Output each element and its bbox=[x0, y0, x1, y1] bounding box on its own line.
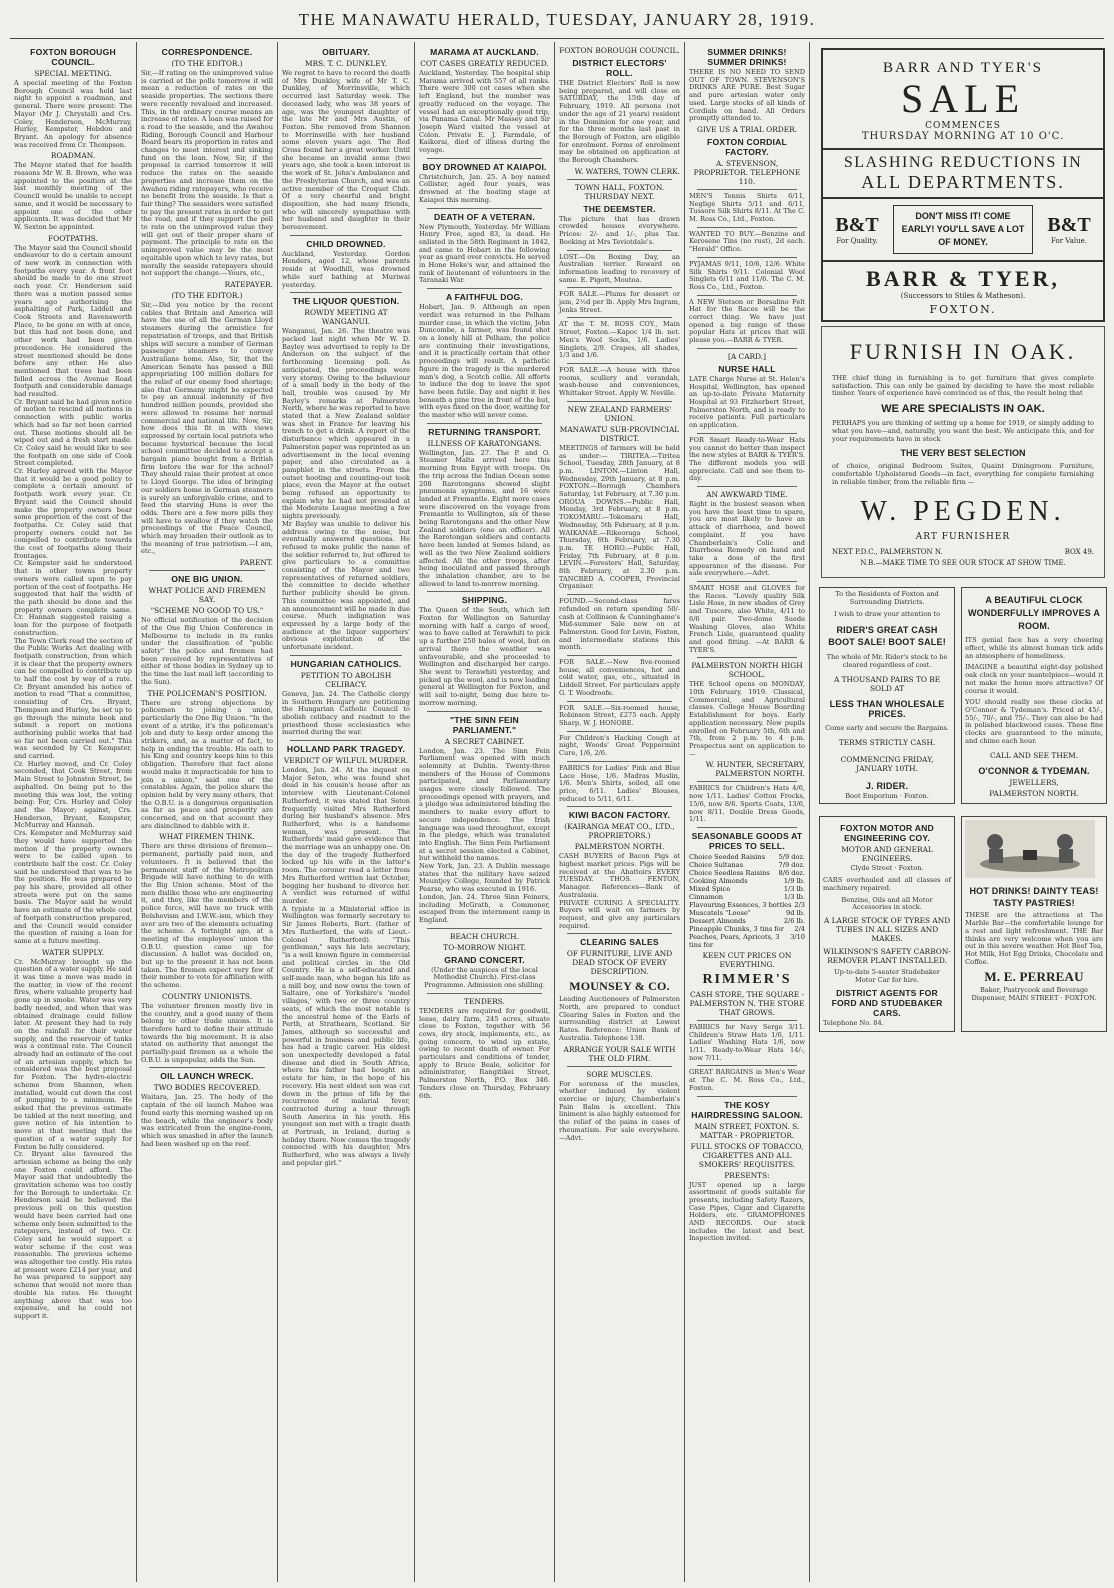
price-value: 2/4 bbox=[794, 924, 805, 933]
divider bbox=[567, 655, 672, 656]
article-text: Mr Bayley was unable to deliver his address owing to the noise, but eventually answered questions. He refused to make public the name of the soldier referred to, but offered to give particulars to a committee consisting of the Mayor and two representatives of returned soldiers, the committee to decide whether further publicity should be given. This committee was appointed, and an announcement will be made in due course. Much indignation was expressed by a large body of the audience at the liquor supporters' obvious exploitation of the unfortunate incident. bbox=[282, 519, 410, 652]
price-value: 2/6 lb. bbox=[783, 916, 805, 925]
ad-text: IMAGINE a beautiful eight-day polished oak clock on your mantelpiece—would it not make the home more attractive? Of course it would. bbox=[965, 663, 1103, 695]
classified-ad: FOR Smart Ready-to-Wear Hats you cannot do better than inspect the new styles at BARR & TYER'S. The different models you will appreciate. Call and see them to-day. bbox=[689, 435, 805, 483]
classified-ad: LATE Charge Nurse at St. Helen's Hospital, Wellington, has opened an up-to-date Private Maternity Hospital at 93 Fitzherbert Street, Palmerston North, and is ready to receive patients. Full particulars on application. bbox=[689, 374, 805, 430]
divider bbox=[567, 933, 672, 934]
subheading: FULL STOCKS OF TOBACCO, CIGARETTES AND ALL SMOKERS' REQUISITES. bbox=[690, 1141, 804, 1169]
article-text: London, Jan. 24. At the inquest on Major Seton, who was found shot dead in his cousin's house after an interview with Lieutenant-Colonel Rutherford, it was stated that Seton frequently visited Mrs Rutherford during her husband's absence. Mrs Rutherford, who is a handsome woman, was present. The Rutherfords' maid gave evidence that the marriage was an unhappy one. On the day of the tragedy Rutherford locked up his wife in the latter's room. The coroner read a letter from Mrs Rutherford written last October, begging her husband to divorce her. A verdict was returned of wilful murder. bbox=[282, 766, 410, 905]
divider bbox=[567, 401, 672, 402]
ad-text: WE ARE SPECIALISTS IN OAK. bbox=[881, 403, 1045, 416]
divider bbox=[697, 581, 797, 582]
ad-heading: A BEAUTIFUL CLOCK WONDERFULLY IMPROVES A ROOM. bbox=[967, 595, 1101, 632]
divider bbox=[149, 1067, 265, 1068]
divider bbox=[290, 292, 402, 293]
price-row bbox=[689, 893, 805, 901]
article-text: New York, Jan. 23. A Dublin message states that the military have seized Mountjoy College, founded by Patrick Pearse, who was executed in 1916. bbox=[419, 862, 550, 894]
headline: A FAITHFUL DOG. bbox=[446, 292, 523, 303]
column-7-display-ads bbox=[815, 42, 1111, 1582]
divider bbox=[427, 158, 542, 159]
article-text: The Mayor said the Council should endeavour to do a certain amount of new work in connection with footpaths every year. A front foot should be made to do one street each year. Cr. Henderson said there was a motion passed some years ago authorising the asphalting of Park, Liddell and Cook Streets and Ravensworth Place, to be gone on with at once, but this had not been done, and other work had been given precedence. He considered the street mentioned should be done before any other. He also mentioned that trees had been felled across the Avenue Road footpath and considerable damage had resulted. bbox=[14, 243, 132, 399]
column-6 bbox=[685, 42, 810, 1582]
column-1 bbox=[10, 42, 137, 1582]
article-text: Auckland, Yesterday. The hospital ship Marama arrived with 557 of all ranks. There were 300 cot cases when she left England, but the number was greatly reduced on the voyage. The vessel had an exceptionally good trip, via Panama Canal. Mr Massey and Sir Joseph Ward visited the vessel at Colon. Private E. J. Farmdale, of Kaikorai, died of illness during the voyage. bbox=[419, 69, 550, 155]
article-text: Christchurch, Jan. 25. A boy named Collister, aged four years, was drowned at the boating stage at Kaiapoi this morning. bbox=[419, 172, 550, 204]
classified-ad: THE School opens on MONDAY, 10th February, 1919. Classical, Commercial, and Agricultural classes. College House Boarding Establishment for boys. Early application necessary. New pupils enrolled on February 5th, 6th and 7th, from 2 p.m. to 4 p.m. Prospectus sent on application to— bbox=[689, 680, 805, 758]
price-value: 3/10 bbox=[790, 932, 805, 941]
subheading: (KAIRANGA MEAT CO., LTD., PROPRIETORS.) bbox=[564, 822, 675, 841]
divider bbox=[427, 928, 542, 929]
article-text: We regret to have to record the death of Mrs Dunkley, wife of Mr T. C. Dunkley, of Morrinsville, which occurred last Saturday week. The deceased lady, who was 38 years of age, was the youngest daughter of the late Mr and Mrs Austin, of Foxton. She removed from Shannon to Morrinsville with her husband some eleven years ago. The Red Cross found her a great worker. Until she became an invalid some (two years ago, she took a keen interest in the work of St. John's Ambulance and the Presbyterian Church, and was an active member of the Croquet Club. Of a very cheerful and bright disposition, she had many friends, who will sincerely sympathise with her husband and daughter in their bereavement. bbox=[282, 69, 410, 232]
divider bbox=[427, 993, 542, 994]
advertiser-name: O'CONNOR & TYDEMAN. bbox=[978, 766, 1090, 777]
ad-text: THE VERY BEST SELECTION bbox=[900, 448, 1026, 459]
classified-ad: FOR SALE.—Six-roomed house, Robinson Street, £275 each. Apply Sharp, W. J. HONORE. bbox=[559, 703, 680, 727]
headline: THE KOSY HAIRDRESSING SALOON. bbox=[691, 1099, 803, 1120]
divider bbox=[697, 657, 797, 658]
ad-text: NEXT P.D.C., PALMERSTON N. bbox=[832, 548, 943, 557]
divider bbox=[697, 433, 797, 434]
subheading: MAIN STREET, FOXTON. S. MATTAR - PROPRIETOR. bbox=[694, 1121, 800, 1140]
column-5 bbox=[555, 42, 685, 1582]
ad-row-1 bbox=[819, 584, 1107, 807]
classified-ad: FABRICS for Ladies' Pink and Blue Lace Hose, 1/6. Madras Muslin, 1/6. Men's Shirts, soiled, all one price, 6/11. Ladies' Blouses, reduced to 5/11, 6/11. bbox=[559, 763, 680, 803]
classified-ad: For Children's Hacking Cough at night, Woods' Great Peppermint Cure, 1/6, 2/6. bbox=[559, 733, 680, 758]
article-text: THE District Electors' Roll is now being prepared, and will close on SATURDAY, the 15th day of February, 1919. All persons (not under the age of 21 years) resident in the Dominion for one year, and for the three months last past in the Borough of Foxton, are eligible for enrolment. Forms of enrolment may be obtained on application at the Borough Chambers. bbox=[559, 79, 680, 165]
article-text: There are strong objections by policemen to joining a union, particularly the One Big Union. "In the event of a strike, it's the policeman's job and duty to keep order among the strikers, and, as a matter of fact, to help in ending the trouble. His oath to his King and country keeps him to this obligation. Therefore that fact alone would make it impracticable for him to join a union," said one of the constables. Again, the police share the opinion held by very many others, that the O.B.U. is a dangerous organisation as far as peace and prosperity are concerned, and on that account they are disinclined to dabble with it. bbox=[141, 698, 273, 830]
classified-ad: JUST opened up a large assortment of goods suitable for presents, including Safety Razors, Case Pipes, Cigar and Cigarette Holders, etc. GRAMOPHONES AND RECORDS. Our stock includes the latest and best. Inspection invited. bbox=[689, 1180, 805, 1243]
advertiser-name: J. RIDER. bbox=[865, 780, 909, 791]
price-row bbox=[689, 885, 805, 893]
ad-text: N.B.—MAKE TIME TO SEE OUR STOCK AT SHOW TIME. bbox=[860, 559, 1066, 568]
article-text: A typiste in a Ministerial office in Wellington was formerly secretary to Sir James Roberts, Bart. (father of Mrs Rutherford, the wife of Lieut.-Colonel Rutherford). "This gentleman," says his late secretary, "is a well known figure in commercial and political circles in the Old Country. He is a self-educated and self-made man, who began his life as a mill boy, and now owns the town of Saltaire, one of Yorkshire's 'model villages,' with two or three country seats, of which the most notable is the ancestral home of the Earls of Perth, at Strathearn, Scotland. Sir James, although so successful and powerful in business and public life, has had a tragic career. His eldest son unexpectedly developed a fatal disease and died in South Africa, where his father had bought an estate for him, in the hope of his recovery. His next eldest son was cut down in the prime of life by the recurrence of malarial fever, contracted during a tour through South America in his youth. His youngest son met with a tragic death at Portrush, in Ireland, during a holiday there. Now comes the tragedy connected with his daughter, Mrs Rutherford, who was always a lively and popular girl." bbox=[282, 904, 410, 1167]
ad-text: PALMERSTON NORTH. bbox=[989, 789, 1079, 799]
article-text: Wanganui, Jan. 26. The theatre was packed last night when Mr W. D. Bayley was advertised to reply to Dr Anderson on the subject of the forthcoming licensing poll. As anticipated, the proceedings were very stormy. Owing to the behaviour of a small body in the body of the hall, trouble was caused by Mr Bayley's remarks at Palmerston North, where he was reported to have stated that a New Zealand soldier was shot in France for leaving his trench to get a drink. A report of the disturbance which appeared in a Palmerston paper was reprinted as an advertisement in the local evening paper, and also circulated as a pamphlet in the streets. From the outset hooting and counting-out took place, even the Mayor at the outset being refused an opportunity to explain why he had not presided at the Moderate League meeting a few nights previously. bbox=[282, 327, 411, 521]
article-text: Cr. Hurley agreed with the Mayor that it would be a good policy to complete a certain amount of footpath work every year. Cr. Bryant said the Council should make the property owners bear some proportion of the cost of the footpaths. Cr. Coley said that property owners could not be compelled to contribute towards the cost of footpaths along their frontages. bbox=[14, 467, 132, 560]
price-value: 2/3 bbox=[794, 900, 805, 909]
subheading: AN AWKWARD TIME. bbox=[706, 490, 788, 500]
subheading: BEACH CHURCH. bbox=[450, 931, 519, 941]
ad-text: Baker, Pastrycook and Beverage Dispenser, MAIN STREET · FOXTON. bbox=[971, 986, 1097, 1003]
price-value: 1/3 lb. bbox=[783, 884, 805, 893]
divider bbox=[290, 235, 402, 236]
article-text: London, Jan. 24. Three Sinn Feiners, including McGrath, a Commoner, escaped from the internment camp in England. bbox=[419, 892, 550, 924]
subheading: [A CARD.] bbox=[727, 351, 767, 361]
subheading: A. STEVENSON, PROPRIETOR. TELEPHONE 110. bbox=[693, 158, 801, 186]
column-2 bbox=[137, 42, 278, 1582]
headline: "THE SINN FEIN PARLIAMENT." bbox=[450, 714, 519, 735]
ad-text: JEWELLERS, bbox=[1009, 778, 1059, 788]
subheading: THE POLICEMAN'S POSITION. bbox=[147, 688, 267, 698]
price-value: 1/9 lb. bbox=[783, 876, 805, 885]
ad-text: THESE are the attractions at The Marble Bar—the comfortable lounge for a rest and light refreshment. THE Bar thinks are very welcome when you are out in this severe weather. Hot Beef Tea, Hot Milk, Hot Egg Drinks, Chocolate and Coffee. bbox=[965, 911, 1103, 966]
divider bbox=[567, 806, 672, 807]
subheading: COT CASES GREATLY REDUCED. bbox=[420, 59, 549, 68]
price-row bbox=[689, 853, 805, 861]
price-row bbox=[689, 925, 805, 933]
article-text: Sir,—Did you notice by the recent cables that Britain and America will have the use of all the German Lloyd steamers during the armistice for repatriation of troops, and that British ships will secure a number of German passenger steamers to convey Australians home. Also, Sir, that the American Senate has passed a Bill appropriating 100 million dollars for the relief of our enemy food shortage; also that Germany might be expected to pay an annual indemnity of five hundred million pounds, provided she were allowed to resume her normal commercial and national life. Now, Sir, how does this fit in with views expressed by certain local patriots who became hysterical because the local school committee decided to accept a bargain piano bought from a British firm before the war for the school? They should raise their protest at once to Lloyd George. The idea of bringing our soldiers home in German steamers is surely an unforgivable crime, and to feed the starving Huns is over the odds. There are a few more pills they will have to swallow if they watch the proceedings of the Peace Council, which may broaden their outlook as to the meaning of true patriotism.—I am, etc., bbox=[141, 300, 273, 556]
divider bbox=[697, 1020, 797, 1021]
ad-text: Clyde Street · Foxton. bbox=[850, 864, 924, 873]
article-text: Cr. Bryant also favoured the artesian scheme as being the only one Foxton could afford. The Mayor said that undoubtedly the gravitation scheme was too costly for the Borough to undertake. Cr. Henderson said he believed the previous poll on this question would have been carried had one scheme only been submitted to the ratepayers, instead of two. Cr. Coley said he would support a water scheme if the cost was reasonable. The previous scheme was altogether too costly. His rates at present were £214 per year, and he was prepared to support any scheme that would not more than double his rates. He thought anything above that was too expensive, and he could not support it. bbox=[14, 1150, 132, 1320]
price-row bbox=[689, 933, 805, 949]
price-item: Pineapple Chunks, 3 tins for bbox=[689, 924, 784, 933]
headline: THE DEEMSTER. bbox=[583, 203, 656, 214]
price-row bbox=[689, 869, 805, 877]
classified-ad: FABRICS for Children's Hats 4/6, now 1/11. Ladies' Cotton Frocks, 15/6, now 8/6. Sports Coats, 13/6, now 8/11. Double Dress Goods, 1/11. bbox=[689, 784, 805, 824]
subheading: (TO THE EDITOR.) bbox=[171, 290, 243, 300]
classified-ad: MEN'S Tennis Shirts 6/11, Negligé Shirts 5/11 and 6/11, Tussore Silk Shirts 8/11. At The C. M. Ross Co., Ltd., Foxton. bbox=[689, 191, 805, 224]
article-text: Cr. Kempster said he understood that in other towns property owners were called upon to pay portion of the cost of footpaths. He suggested that half the width of the path should be done and the property owners complete same. Cr. Hannah suggested raising a loan for the purpose of footpath construction. bbox=[14, 559, 132, 637]
headline: DEATH OF A VETERAN. bbox=[434, 211, 535, 222]
subheading: PALMERSTON NORTH HIGH SCHOOL. bbox=[691, 661, 803, 680]
ad-heading: BARR AND TYER'S bbox=[883, 60, 1043, 76]
ad-text: A THOUSAND PAIRS TO BE SOLD AT bbox=[833, 674, 941, 693]
ad-text: For Value. bbox=[1051, 237, 1087, 245]
ad-text: A LARGE STOCK OF TYRES AND TUBES IN ALL SIZES AND MAKES. bbox=[823, 915, 951, 943]
divider bbox=[567, 363, 672, 364]
subheading: WATER SUPPLY. bbox=[41, 947, 105, 957]
masthead: THE MANAWATU HERALD, TUESDAY, JANUARY 28, 1919. bbox=[298, 10, 816, 29]
ad-heading: LESS THAN WHOLESALE PRICES. bbox=[829, 698, 945, 719]
ad-address-row bbox=[832, 548, 1094, 556]
subheading: MRS. T. C. DUNKLEY. bbox=[305, 59, 387, 68]
headline: RETURNING TRANSPORT. bbox=[428, 426, 541, 437]
subheading: VERDICT OF WILFUL MURDER. bbox=[283, 756, 409, 766]
subheading: FOOTPATHS. bbox=[48, 233, 98, 243]
article-text: The picture that has drawn crowded houses everywhere. Prices: 2/- and 1/-, plus Tax. Booking at Mrs Teviotdale's. bbox=[559, 214, 680, 246]
article-text: TENDERS are required for goodwill, lease, dairy farm, 245 acres, situate close to Foxton, together with 56 cows, dry stock, implements, etc., as going concern, to wind up estate, owing to recent death of owner. For particulars and conditions of tender, apply to Bruce Beale, solicitor for administrator, Rangitikei Street, Palmerston North, P.O. Box 346. Tenders close on Thursday, February 6th. bbox=[419, 1006, 550, 1100]
subheading: NEW ZEALAND FARMERS' UNION. bbox=[567, 404, 672, 423]
classified-ad: PYJAMAS 9/11, 10/6, 12/6. White Silk Shirts 9/11. Colonial Wool Singlets 6/11 and 11/6. The C. M. Ross Co., Ltd., Foxton. bbox=[689, 259, 805, 291]
bt-logo-left bbox=[827, 214, 887, 245]
article-text: The Town Clerk read the section of the Public Works Act dealing with footpath construction, from which it is clear that the property owners can be compelled to contribute up to half the cost by way of a rate. Cr. Bryant amended his notice of motion to read "That a committee, consisting of Crs. Bryant, Thompson and Hurley, be set up to go through the minute book and submit a report on motions authorising public works that had so far not been carried out." This was seconded by Cr. Kempster, and carried. bbox=[14, 636, 132, 761]
subheading: GIVE US A TRIAL ORDER. bbox=[696, 124, 798, 134]
ad-middle-row bbox=[827, 205, 1099, 254]
headline: BOY DROWNED AT KAIAPOI. bbox=[422, 161, 547, 172]
ad-text: FOXTON. bbox=[929, 303, 997, 316]
headline: MARAMA AT AUCKLAND. bbox=[430, 47, 539, 57]
divider bbox=[567, 179, 672, 180]
subheading: PETITION TO ABOLISH CELIBACY. bbox=[300, 670, 392, 689]
article-text: Crs. Kempster and McMurray said they would have supported the motion if the property owners were to be called upon to contribute half the cost. Cr. Coley said he understood that was to be the position. He was prepared to pay his share, provided all other streets were put on the same basis. The Mayor said he would have an estimate of the whole cost of footpath construction prepared, and the Council would consider the question of raising a loan for same at a future meeting. bbox=[14, 829, 132, 945]
subheading: A SECRET CABINET. bbox=[444, 736, 525, 746]
ad-logo: B&T bbox=[835, 214, 879, 236]
subheading: "SCHEME NO GOOD TO US." bbox=[150, 606, 264, 616]
classified-ad: FABRICS for Navy Serge 3/11. Children's Straw Hats 1/6, 1/11. Ladies' Washing Hats 1/6, now 1/11. Ready-to-Wear Hats 14/-, now 7/11. bbox=[689, 1022, 805, 1062]
price-value: 8/6 doz. bbox=[778, 868, 805, 877]
divider bbox=[567, 594, 672, 595]
ad-text: ALL DEPARTMENTS. bbox=[861, 172, 1065, 192]
headline: HOLLAND PARK TRAGEDY. bbox=[286, 744, 406, 755]
oconnor-clock-ad bbox=[961, 587, 1107, 804]
ad-text: COMMENCING FRIDAY, JANUARY 10TH. bbox=[840, 754, 934, 773]
column-4 bbox=[415, 42, 555, 1582]
divider bbox=[149, 570, 265, 571]
classified-ad: FOR SALE.—New five-roomed house, all conveniences, hot and cold water, gas, etc., situated in Liddell Street. For particulars apply G. T. Woodroofe. bbox=[559, 658, 680, 697]
article-text: Cr. Hurley moved, and Cr. Coley seconded, that Cook Street, from Main Street to Johnston Street, be asphalted. On being put to the meeting this was lost, the voting being: For, Crs. Hurley and Coley and the Mayor; against, Crs. Henderson, Bryant, Kempster, McMurray and Hannah. bbox=[14, 759, 132, 830]
divider bbox=[697, 1096, 797, 1097]
ad-callout: DON'T MISS IT! COME EARLY! YOU'LL SAVE A LOT OF MONEY. bbox=[893, 205, 1033, 254]
ad-heading: FOXTON MOTOR AND ENGINEERING COY. bbox=[840, 823, 934, 844]
ad-text: COMMENCES bbox=[925, 121, 1001, 131]
subheading: ROWDY MEETING AT WANGANUI. bbox=[304, 308, 388, 327]
article-text: (Under the auspices of the local Methodist Church). First-class Programme. Admission one shilling. bbox=[424, 965, 545, 990]
price-value: 7/9 doz. bbox=[778, 860, 805, 869]
ad-text: The whole of Mr. Rider's stock to be cleared regardless of cost. bbox=[826, 653, 948, 670]
article-text: The volunteer firemen mostly live in the country, and a good many of them belong to other trade unions. It is therefore hard to define their attitude towards the big movement. It is also stated on authority that amongst the partially-paid firemen as a whole the O.B.U. is unpopular, adds the Sun. bbox=[141, 1001, 273, 1064]
ad-text: SLASHING REDUCTIONS IN bbox=[843, 154, 1083, 171]
article-text: No official notification of the decision of the One Big Union Conference in Melbourne to include in its ranks under the classification of "public safety" the police and firemen had been received by representatives of either of those bodies in Sydney up to the time the last mail left (according to the Sun). bbox=[141, 616, 273, 686]
divider bbox=[567, 761, 672, 762]
divider bbox=[697, 486, 797, 487]
classified-ad: FOR SALE.—A house with three rooms, scullery and verandah, wash-house and conveniences, Whittaker Street. Apply W. Neville. bbox=[559, 365, 680, 398]
divider bbox=[697, 189, 797, 190]
ad-text: of choice, original Bedroom Suites, Quaint Diningroom Furniture, comfortable Upholstered Goods—in fact, everything for complete furnishing in reliable timber, from the reliable firm — bbox=[832, 462, 1094, 486]
ad-text: CARS overhauled and all classes of machinery repaired. bbox=[823, 876, 952, 892]
divider bbox=[697, 295, 797, 296]
headline: CHILD DROWNED. bbox=[306, 238, 386, 249]
price-item: Choice Seedless Raisins bbox=[689, 868, 770, 877]
subheading: FOXTON BOROUGH COUNCIL. bbox=[559, 46, 680, 55]
divider bbox=[427, 591, 542, 592]
classified-ad: WANTED TO BUY.—Benzine and Kerosene Tins (no rust), 2d each. "Herald" Office. bbox=[689, 229, 805, 254]
article-text: Hobart, Jan. 9. Although an open verdict was returned in the Pelham murder case, in which the victim, John Duncombe, a farmer, was found shot on a lonely hill at Pelham, the police are continuing their investigations, and it is practically certain that other proceedings will result. A pathetic figure in the tragedy is the murdered man's dog, a Scotch collie. All efforts to induce the dog to leave the spot have been futile. Day and night it lies beneath a pine tree in front of the hut, with eyes fixed on the door, waiting for the master who will never come. bbox=[419, 303, 550, 420]
subheading: PALMERSTON NORTH. bbox=[574, 842, 665, 852]
headline: FOXTON BOROUGH COUNCIL. bbox=[30, 47, 116, 67]
article-text: London, Jan. 23. The Sinn Fein Parliament was opened with much solemnity at Dublin. Twenty-three members of the House of Commons participated, and Parliamentary usages were closely followed. The proceedings opened with prayers, and a pledge was administered binding the members to make every effort to secure independence. The Irish language was used throughout, except in the pledge, which was translated into English. The Sinn Fein Parliament at a secret session elected a Cabinet, but withheld the names. bbox=[419, 746, 550, 863]
ad-text: To the Residents of Foxton and Surrounding Districts. bbox=[835, 590, 939, 607]
headline: SEASONABLE GOODS AT PRICES TO SELL. bbox=[691, 830, 803, 851]
price-item: Peaches, Pears, Apricots, 3 tins for bbox=[689, 932, 780, 949]
headline: THE LIQUOR QUESTION. bbox=[292, 296, 400, 307]
headline: SHIPPING. bbox=[461, 595, 508, 606]
masthead-rule bbox=[10, 38, 1104, 39]
article-text: The Mayor stated that for health reasons Mr W. B. Brown, who was appointed to the position at the last monthly meeting of the Council would be unable to accept same, and it would be necessary to appoint one of the other applicants. It was decided that Mr W. Sexton be appointed. bbox=[14, 161, 132, 231]
ad-text: I wish to draw your attention to bbox=[833, 609, 941, 618]
subheading: WHAT FIREMEN THINK. bbox=[159, 832, 255, 842]
ad-heading: RIDER'S GREAT CASH BOOT SALE! BOOT SALE! bbox=[828, 625, 946, 648]
price-item: Choice Seeded Raisins bbox=[689, 852, 766, 861]
ad-text: BOX 49. bbox=[1064, 548, 1094, 557]
subheading: WHAT POLICE AND FIREMEN SAY. bbox=[148, 586, 266, 605]
subheading: TOWN HALL, FOXTON. THURSDAY NEXT. bbox=[574, 182, 665, 201]
ad-text: ART FURNISHER bbox=[915, 532, 1011, 543]
headline: DISTRICT ELECTORS' ROLL. bbox=[572, 58, 667, 78]
divider bbox=[697, 227, 797, 228]
subheading: PRESENTS: bbox=[724, 1170, 770, 1180]
ad-text: TERMS STRICTLY CASH. bbox=[838, 737, 936, 747]
article-text: There are three divisions of firemen—permanent, partially paid men, and volunteers. It is believed that the permanent staff of the Metropolitan Brigade will have nothing to do with the Big Union scheme. Most of the men dislike those who are engineering it, and they, like the members of the police force, will have no truck with Bolshevism and I.W.W.-ism, which they aver are two of the elements actuating the scheme. A fortnight ago, at a meeting of the employees' union the O.B.U. question came up for discussion. A ballot was decided on, but up to the present it has not been taken. The firemen expect very few of their number to vote for affiliation with the scheme. bbox=[141, 842, 273, 990]
divider bbox=[697, 348, 797, 349]
ad-text: Up-to-date 5-seater Studebaker Motor Car for hire. bbox=[834, 967, 940, 984]
divider bbox=[290, 740, 402, 741]
subheading: TENDERS. bbox=[464, 996, 505, 1006]
price-row bbox=[689, 917, 805, 925]
ad-text: WILKINSON'S SAFETY CARBON-REMOVER PLANT INSTALLED. bbox=[823, 946, 951, 965]
headline: SUMMER DRINKS! SUMMER DRINKS! bbox=[707, 47, 787, 67]
price-item: Muscatels "Loose" bbox=[689, 908, 751, 917]
ad-text: THURSDAY MORNING AT 10 O'C. bbox=[861, 131, 1065, 142]
article-text: For soreness of the muscles, whether induced by violent exercise or injury, Chamberlain's Pain Balm is excellent. This liniment is also highly esteemed for the relief of the pains in cases of rheumatism. For sale everywhere.—Advt. bbox=[559, 1079, 680, 1142]
subheading: SPECIAL MEETING. bbox=[34, 69, 112, 78]
subheading: CASH STORE, THE SQUARE - PALMERSTON N. THE STORE THAT GROWS. bbox=[689, 989, 805, 1017]
divider bbox=[567, 731, 672, 732]
classified-ad: AT the T. M. ROSS COY., Main Street, Foxton.—Kapoc 1/4 lb. net. Men's Wool Socks, 1/6. Ladies' Singlets, 2/9. Crapes, all shades, 1/3 and 1/6. bbox=[559, 320, 680, 360]
ad-text: BARR & TYER, bbox=[866, 266, 1060, 291]
divider bbox=[567, 1066, 672, 1067]
subheading: MANAWATU SUB-PROVINCIAL DISTRICT. bbox=[559, 424, 680, 443]
divider bbox=[427, 711, 542, 712]
signature: PARENT. bbox=[239, 558, 273, 568]
headline: GRAND CONCERT. bbox=[444, 954, 525, 965]
article-text: Sir,—If rating on the unimproved value is carried at the polls tomorrow it will mean a reduction of rates on the seaside properties. The sections there were recently revalued and increased. This, in the ordinary course means an increase of rates. A loan was raised for a road to the seaside, and the Awahou Riding, Borough Council and Harbour Board bears its proportion in rates and changes to meet interest and sinking fund on the loan. Now, Sir, if the proposal is carried tomorrow it will reduce the rates on the seaside properties and increase them on the Awahou riding ratepayers, who receive no benefit from the seaside. Is that a fair thing? The seasiders were satisfied to pay the present rates in order to get the road, and if they support the poll to rate on the unimproved value they will get out of their proper share of payment. The principle to rate on the unimproved value may be the most equitable upon which to levy rates, but morally the seaside ratepayers should not support the change.—Yours, etc., bbox=[141, 69, 273, 278]
ad-text: MOTOR AND GENERAL ENGINEERS. bbox=[841, 845, 933, 864]
ad-text: YOU should really see these clocks at O'Connor & Tydeman's. Priced at 45/-, 55/-, 70/-, and 75/-. They can also be had in polished blackwood cases. These fine clocks are guaranteed to the minute, and chime each hour. bbox=[965, 698, 1103, 745]
divider bbox=[697, 257, 797, 258]
price-value: 5/9 doz. bbox=[778, 852, 805, 861]
price-row bbox=[689, 861, 805, 869]
ad-row-2 bbox=[819, 813, 1107, 1035]
divider bbox=[427, 288, 542, 289]
ad-heading: DISTRICT AGENTS FOR FORD AND STUDEBAKER CARS. bbox=[831, 988, 943, 1019]
classified-ad: FOUND.—Second-class fares refunded on return spending 50/- cash at Collinson & Cunninghame's Mid-summer Sale now on at Palmerston. Good for Levin, Foxton, and intermediate stations this month. bbox=[559, 597, 680, 652]
headline: OBITUARY. bbox=[322, 47, 370, 57]
ad-heading: HOT DRINKS! DAINTY TEAS! TASTY PASTRIES! bbox=[969, 886, 1099, 909]
ad-heading: FURNISH IN OAK. bbox=[849, 339, 1077, 364]
bt-logo-right bbox=[1039, 214, 1099, 245]
headline: OIL LAUNCH WRECK. bbox=[160, 1071, 254, 1082]
article-text: Wellington, Jan. 27. The P. and O. Steamer Malta arrived here this morning from Egypt with troops. On the trip across the Indian Ocean some 208 Rarotongans showed slight pneumonia symptoms, and 16 were landed at Fremantle. Eight more cases were discovered on the voyage from Fremantle to Wellington, six of these being Rarotongans and the other New Zealand soldiers (one an officer). All the Rarotongan soldiers and contacts have been landed at Somes Island, as well as the two New Zealand soldiers affected. All the other troops, after being inoculated and passed through the inhalation chamber, are to be allowed to land to-morrow morning. bbox=[419, 448, 550, 588]
price-value: 1/3 lb. bbox=[783, 892, 805, 901]
divider bbox=[567, 250, 672, 251]
article-text: Cr. Bryant said he had given notice of motion to rescind all motions in connection with public works which had so far not been carried out. These motions should all be wiped out and a fresh start made. Cr. Coley said he would like to see the footpath on one side of Cook Street completed. bbox=[14, 397, 132, 468]
ad-text: For Quality. bbox=[836, 237, 878, 245]
article-text: Right in the busiest season when you have the least time to spare, you are most likely to have an attack of diarrhoea, and bowel complaint. If you have Chamberlain's Colic and Diarrhoea Remedy on hand and take a dose of the first appearance of the disease. For sale everywhere.—Advt. bbox=[689, 500, 805, 578]
signature: RATEPAYER. bbox=[224, 279, 273, 289]
classified-ad: MEETINGS of farmers will be held as under:— TIRITEA.—Tiritea School, Tuesday, 28th January, at 8 p.m. LINTON.—Linton Hall, Wednesday, 29th January, at 8 p.m. FOXTON.—Borough Chambers Saturday, 1st February, at 7.30 p.m. OROUA DOWNS.—Public Hall, Monday, 3rd February, at 8 p.m. TOKOMARU.—Tokomaru Hall, Wednesday, 5th February, at 8 p.m. WAIKANAE.—Rikeoraga School, Thursday, 6th February, at 7.30 p.m. TE HORO.—Public Hall, Friday, 7th February, at 8 p.m. LEVIN.—Foresters' Hall, Saturday, 8th February, at 2.30 p.m. TANCRED A. COOPER, Provincial Organiser. bbox=[559, 443, 680, 591]
foxton-motor-ad bbox=[819, 816, 955, 1032]
article-text: Auckland, Yesterday. Gordon Henders, aged 12, whose parents reside at Woodhill, was drowned while surf bathing at Muriwai yesterday. bbox=[282, 249, 410, 289]
divider bbox=[697, 827, 797, 828]
article-text: Geneva, Jan. 24. The Catholic clergy in Southern Hungary are petitioning the Hungarian Catholic Council to abolish celibacy and readmit to the priesthood those ecclesiastics who married during the war. bbox=[282, 689, 410, 737]
subheading: ILLNESS OF KARATONGANS. bbox=[427, 438, 542, 448]
price-list bbox=[689, 853, 805, 949]
headline: KIWI BACON FACTORY. bbox=[568, 810, 671, 821]
column-3 bbox=[278, 42, 415, 1582]
price-item: Mixed Spice bbox=[689, 884, 731, 893]
ad-banner bbox=[823, 148, 1103, 199]
ad-text: Boot Emporium · Foxton. bbox=[845, 791, 929, 800]
ad-logo: B&T bbox=[1047, 214, 1091, 236]
ad-text: (Successors to Stiles & Matheson). bbox=[900, 292, 1026, 300]
ad-text: Come early and secure the Bargains. bbox=[825, 723, 949, 732]
rider-ad bbox=[819, 587, 955, 804]
classified-ad: FOR SALE.—Plums for dessert or jam, 2½d per lb. Apply Mrs Ingram, Jenks Street. bbox=[559, 290, 680, 314]
headline: HUNGARIAN CATHOLICS. bbox=[290, 658, 402, 669]
subheading: COUNTRY UNIONISTS. bbox=[161, 991, 253, 1001]
advertiser-name: MOUNSEY & CO. bbox=[569, 979, 670, 994]
perreau-ad bbox=[961, 816, 1107, 1032]
article-text: New Plymouth, Yesterday. Mr William Henry Free, aged 83, is dead. He enlisted in the 58th Regiment in 1842, and came to Hobart in the following year as guard over convicts. He served in Hone Heke's war, and attained the rank of lieutenant of volunteers in the Taranaki War. bbox=[419, 222, 550, 285]
advertiser-name: RIMMER'S bbox=[702, 971, 792, 987]
headline: ONE BIG UNION. bbox=[171, 574, 243, 585]
advertiser-name: M. E. PERREAU bbox=[984, 969, 1084, 985]
headline: NURSE HALL bbox=[718, 363, 776, 374]
price-item: Dessert Almonds bbox=[689, 916, 746, 925]
headline: CORRESPONDENCE. bbox=[161, 47, 253, 57]
price-row bbox=[689, 877, 805, 885]
subheading: ROADMAN. bbox=[50, 151, 96, 161]
article-text: Waitara, Jan. 25. The body of the captain of the oil launch Mahoe was found early this morning washed up on the beach, while the engineer's body was extricated from the engine-room, which was smashed in after the launch had been washed up on the reef. bbox=[141, 1093, 273, 1148]
classified-ad: CASH BUYERS of Bacon Pigs at highest market prices. Pigs will be received at the Abattoirs EVERY TUESDAY. THOS. FENTON, Manager. References—Bank of Australasia. bbox=[559, 852, 680, 899]
subheading: OF FURNITURE, LIVE AND DEAD STOCK OF EVERY DESCRIPTION. bbox=[566, 949, 673, 977]
divider bbox=[567, 317, 672, 318]
article-text: Cr. McMurray brought up the question of a water supply. He said it was time a move was made in the matter, in view of the recent fires, where valuable property had gone up in smoke. Water was very badly needed, and when that was obtained drainage could follow later. At present they had to rely on the rainfall for their water supply, and the reservoir of tanks was a continual rate. The Council already had an estimate of the cost of an artesian supply, which he considered was the best proposal for Foxton. The hydro-electric scheme from Shannon, when installed, would cut down the cost of pumping to a minimum. He asked that the previous estimate be tabled at the next meeting, and gave notice of his intention to move at that meeting that the question of a water supply for Foxton be fully considered. bbox=[14, 957, 132, 1151]
signature: W. WATERS, TOWN CLERK. bbox=[574, 166, 680, 176]
barr-tyer-sale-ad bbox=[821, 48, 1105, 322]
classified-ad: GREAT BARGAINS in Men's Wear at The C. M. Ross Co., Ltd., Foxton. bbox=[689, 1068, 805, 1092]
divider bbox=[697, 781, 797, 782]
divider bbox=[290, 655, 402, 656]
classified-ad: SMART HOSE and GLOVES for the Races. "Lovely quality Silk Lisle Hose, in new shades of Grey and Tuscore, also White, 4/11 to 6/6 pair. Two-dome Suede Washing Gloves, also White French Lisle, guaranteed quality and good fitting. —At BARR & TYER'S. bbox=[689, 584, 805, 654]
divider bbox=[567, 701, 672, 702]
ad-text: Telephone No. 84. bbox=[823, 1019, 884, 1028]
price-value: 9d lb. bbox=[786, 908, 805, 917]
pegden-ad bbox=[821, 326, 1105, 578]
divider bbox=[567, 287, 672, 288]
ad-text: ITS genial face has a very cheering effect, while its almost human tick adds an atmosphere of homeliness. bbox=[965, 636, 1103, 660]
headline: CLEARING SALES bbox=[580, 937, 659, 948]
ad-text: CALL AND SEE THEM. bbox=[989, 751, 1079, 761]
advertiser-name: W. PEGDEN. bbox=[860, 496, 1066, 528]
price-item: Cinnamon bbox=[689, 892, 724, 901]
signature: W. HUNTER, SECRETARY, PALMERSTON NORTH. bbox=[705, 760, 805, 779]
subheading: KEEN CUT PRICES ON EVERYTHING. bbox=[702, 950, 792, 969]
ad-text: Benzine, Oils and all Motor Accessories in stock. bbox=[841, 895, 933, 912]
divider bbox=[427, 208, 542, 209]
divider bbox=[427, 423, 542, 424]
ad-text: THE chief thing in furnishing is to get furniture that gives complete satisfaction. This can only be gained by deciding to have the most reliable timber. Years of experience have convinced us of this, the result being that bbox=[832, 374, 1094, 398]
ad-footer bbox=[823, 260, 1103, 316]
article-text: A special meeting of the Foxton Borough Council was held last night to appoint a roadman, and general. There were present: The Mayor (Mr J. Chrystall) and Crs. Coley, Henderson, McMurray, Hurley, Kempster, Hebdon and Bryant. An apology for absence was received from Cr. Thompson. bbox=[14, 79, 132, 149]
subheading: ARRANGE YOUR SALE WITH THE OLD FIRM. bbox=[563, 1044, 676, 1063]
classified-ad: THERE IS NO NEED TO SEND OUT OF TOWN. STEVENSON'S DRINKS ARE PURE. Best Sugar and pure artesian water only used. Large stocks of all kinds of Cordials on hand. All Orders promptly attended to. bbox=[689, 68, 805, 123]
ad-title: SALE bbox=[901, 76, 1025, 121]
price-row bbox=[689, 901, 805, 909]
article-text: The Queen of the South, which left Foxton for Wellington on Saturday morning with half a cargo of wood, was to have called at Terawhiti to pick up a further 250 bales of wool, but on arrival there the weather was unfavourable, and she proceeded to Wellington and discharged her cargo. She went to Terawhiti yesterday, and picked up the wool, and is now loading general at Wellington for Foxton, and will sail to-night, being due here to-morrow morning. bbox=[419, 606, 550, 707]
headline: FOXTON CORDIAL FACTORY. bbox=[707, 136, 787, 157]
price-item: Cooking Almonds bbox=[689, 876, 748, 885]
subheading: TWO BODIES RECOVERED. bbox=[153, 1083, 261, 1093]
subheading: (TO THE EDITOR.) bbox=[171, 59, 243, 68]
subheading: TO-MORROW NIGHT. bbox=[443, 942, 526, 952]
classified-ad: LOST.—On Boxing Day, an Australian terrier. Reward on information leading to recovery of same. E. Pigott, Moutoa. bbox=[559, 252, 680, 284]
price-item: Choice Sultanas bbox=[689, 860, 744, 869]
subheading: SORE MUSCLES. bbox=[586, 1069, 653, 1079]
price-row bbox=[689, 909, 805, 917]
classified-ad: Leading Auctioneers of Palmerston North, are prepared to conduct Clearing Sales in Foxton and the surrounding district at Lowest Rates. Reference: Union Bank of Australia. Telephone 138. bbox=[559, 995, 680, 1042]
tea-party-illustration bbox=[965, 820, 1095, 878]
classified-ad: A NEW Stetson or Borsalino Felt Hat for the Races will be the correct thing. We have just opened a big range of these popular Hats at prices that will please you.—BARR & TYER. bbox=[689, 297, 805, 345]
divider bbox=[697, 1065, 797, 1066]
classified-ad: PRIVATE CURING A SPECIALITY. Buyers will wait on farmers by request, and give any particulars required. bbox=[559, 898, 680, 930]
ad-text: PERHAPS you are thinking of setting up a home for 1919, or simply adding to what you have—and, naturally, you want the best. We anticipate this, and for your requirements have in stock bbox=[832, 419, 1094, 443]
price-item: Flavouring Essences, 3 bottles bbox=[689, 900, 792, 909]
